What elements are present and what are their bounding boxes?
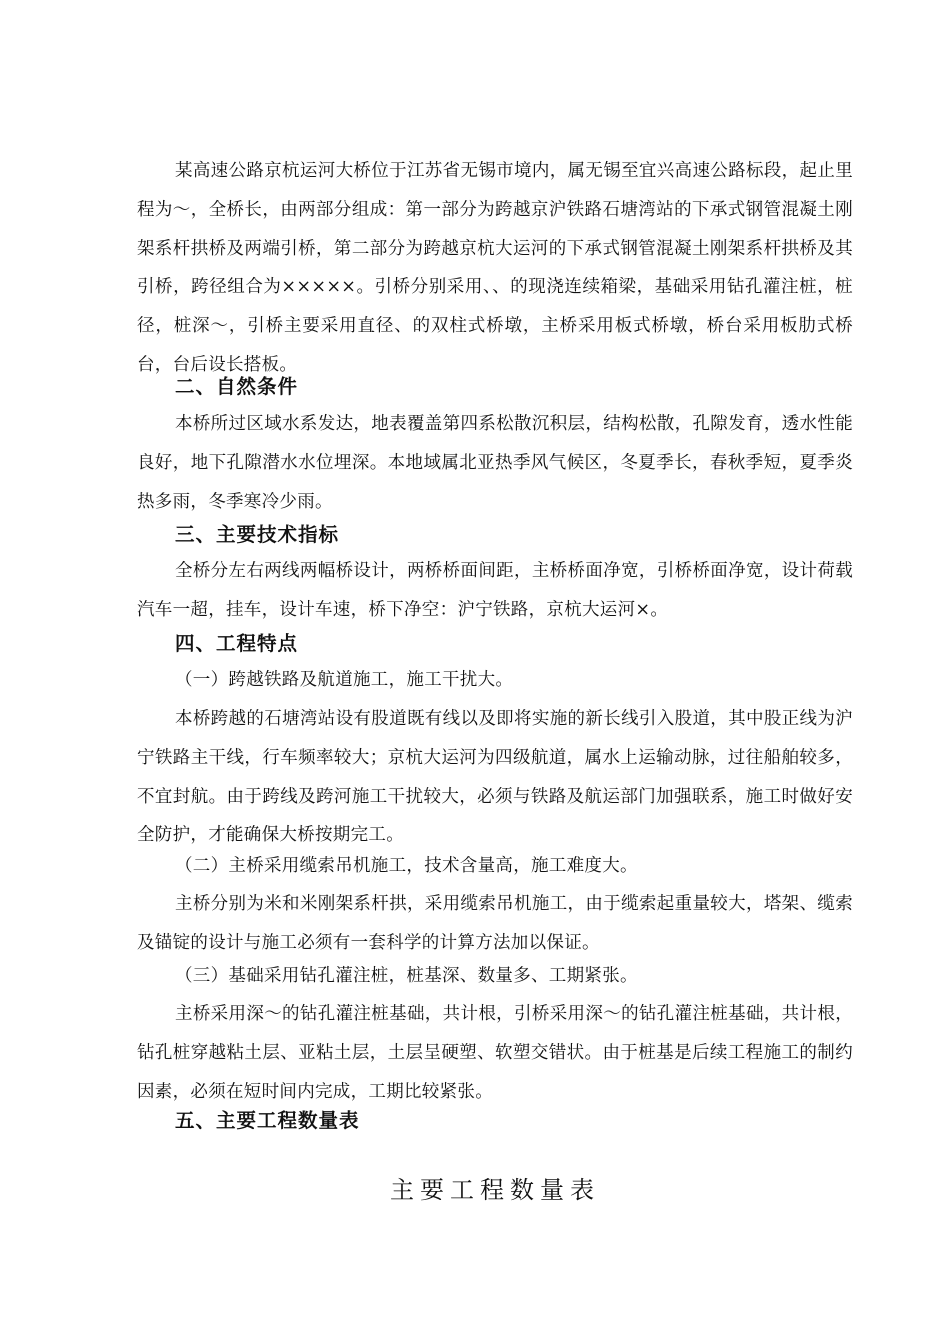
feature-paragraph-2: 主桥分别为米和米刚架系杆拱，采用缆索吊机施工，由于缆索起重量较大，塔架、缆索及锚锭的设计与施工必须有一套科学的计算方法加以保证。 bbox=[137, 894, 853, 953]
feature-subheading-1: （一）跨越铁路及航道施工，施工干扰大。 bbox=[175, 670, 514, 690]
technical-indicators-paragraph: 全桥分左右两线两幅桥设计，两桥桥面间距，主桥桥面净宽，引桥桥面净宽，设计荷载汽车一超，挂车，设计车速，桥下净空：沪宁铁路，京杭大运河×。 bbox=[137, 561, 853, 620]
feature-paragraph-3: 主桥采用深～的钻孔灌注桩基础，共计根，引桥采用深～的钻孔灌注桩基础，共计根，钻孔桩穿越粘土层、亚粘土层，土层呈硬塑、软塑交错状。由于桩基是后续工程施工的制约因素，必须在短时间内完成，工期比较紧张。 bbox=[137, 1004, 853, 1102]
section-heading-project-features: 四、工程特点 bbox=[175, 632, 299, 655]
section-heading-technical-indicators: 三、主要技术指标 bbox=[175, 523, 340, 546]
feature-subheading-2: （二）主桥采用缆索吊机施工，技术含量高，施工难度大。 bbox=[175, 856, 638, 876]
natural-conditions-paragraph: 本桥所过区域水系发达，地表覆盖第四系松散沉积层，结构松散，孔隙发育，透水性能良好，地下孔隙潜水水位埋深。本地域属北亚热季风气候区，冬夏季长，春秋季短，夏季炎热多雨，冬季寒冷少雨。 bbox=[137, 414, 853, 512]
section-heading-quantity-table: 五、主要工程数量表 bbox=[175, 1109, 360, 1132]
feature-subheading-3: （三）基础采用钻孔灌注桩，桩基深、数量多、工期紧张。 bbox=[175, 966, 638, 986]
intro-paragraph: 某高速公路京杭运河大桥位于江苏省无锡市境内，属无锡至宜兴高速公路标段，起止里程为～，全桥长，由两部分组成：第一部分为跨越京沪铁路石塘湾站的下承式钢管混凝土刚架系杆拱桥及两端引桥，第二部分为跨越京杭大运河的下承式钢管混凝土刚架系杆拱桥及其引桥，跨径组合为×××××。引桥分别采用、、的现浇连续箱梁，基础采用钻孔灌注桩，桩径，桩深～，引桥主要采用直径、的双柱式桥墩，主桥采用板式桥墩，桥台采用板肋式桥台，台后设长搭板。 bbox=[137, 161, 853, 375]
feature-paragraph-1: 本桥跨越的石塘湾站设有股道既有线以及即将实施的新长线引入股道，其中股正线为沪宁铁路主干线，行车频率较大；京杭大运河为四级航道，属水上运输动脉，过往船舶较多，不宜封航。由于跨线及跨河施工干扰较大，必须与铁路及航运部门加强联系，施工时做好安全防护，才能确保大桥按期完工。 bbox=[137, 709, 853, 846]
section-heading-natural-conditions: 二、自然条件 bbox=[175, 375, 299, 398]
table-title: 主要工程数量表 bbox=[390, 1176, 600, 1204]
